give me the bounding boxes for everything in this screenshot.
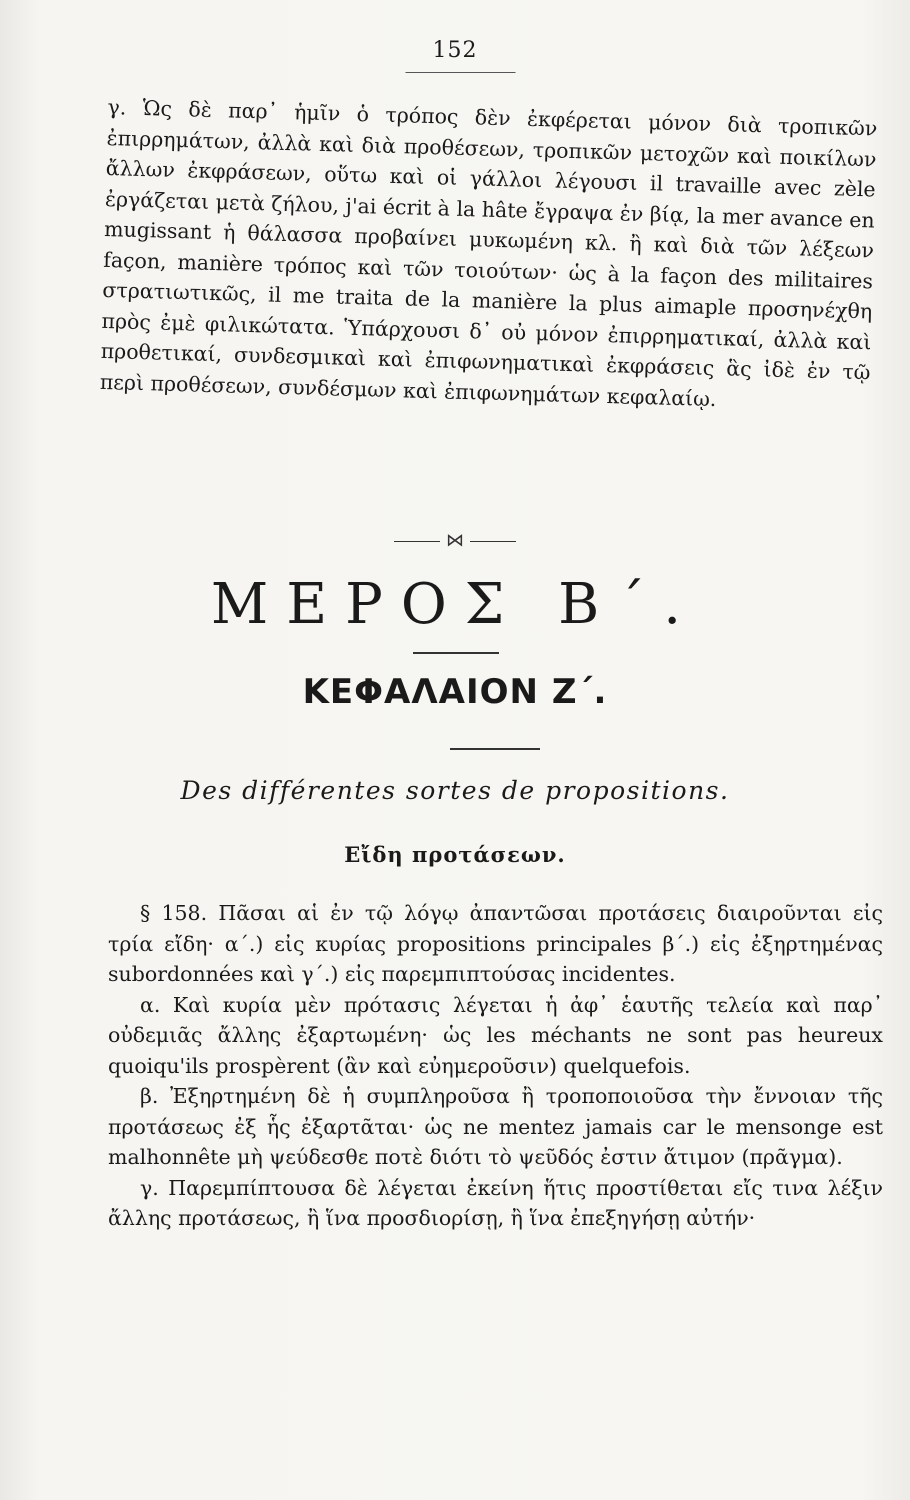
page-number-rule [406,72,516,73]
subtitle-french: Des différentes sortes de propositions. [180,776,730,805]
section-ornament [0,530,910,551]
subtitle-greek: Εἴδη προτάσεων. [344,842,566,867]
paragraph-158: § 158. Πᾶσαι αἱ ἐν τῷ λόγῳ ἀπαντῶσαι προτάσεις διαιροῦνται εἰς τρία εἴδη· α΄.) εἰς κυρίας propositions principales β΄.) εἰς ἐξηρτημένας subordonnées καὶ γ΄.) εἰς παρεμπιπτούσας incidentes. [108,901,883,986]
divider-rule-1 [413,652,499,654]
ornament-line-right [470,541,516,542]
chapter-title: ΚΕΦΑΛΑΙΟΝ Ζ΄. [302,672,608,712]
top-paragraph-block [99,92,877,418]
ornament-line-left [394,541,440,542]
divider-rule-2 [450,748,540,750]
ornament-glyph: ⋈ [446,530,464,551]
paragraph-beta: β. Ἐξηρτημένη δὲ ἡ συμπληροῦσα ἢ τροποποιοῦσα τὴν ἔννοιαν τῆς προτάσεως ἐξ ἧς ἐξαρτᾶται· ὡς ne mentez jamais car le mensonge est malhonnête μὴ ψεύδεσθε ποτὲ διότι τὸ ψεῦδός ἐστιν ἄτιμον (πρᾶγμα). [108,1084,883,1169]
part-title: ΜΕΡΟΣ Β΄. [210,572,700,637]
paragraph-alpha: α. Καὶ κυρία μὲν πρότασις λέγεται ἡ ἀφ᾽ ἑαυτῆς τελεία καὶ παρ᾽ οὐδεμιᾶς ἄλλης ἐξαρτωμένη· ὡς les méchants ne sont pas heureux quoiqu'ils prospèrent (ἂν καὶ εὐημεροῦσιν) quelquefois. [108,992,883,1078]
paragraph-gamma: γ. Παρεμπίπτουσα δὲ λέγεται ἐκείνη ἥτις προστίθεται εἴς τινα λέξιν ἄλλης προτάσεως, ἢ ἵνα προσδιορίσῃ, ἢ ἵνα ἐπεξηγήσῃ αὐτήν· [108,1175,883,1230]
body-text [108,898,883,1234]
top-paragraph: γ. Ὡς δὲ παρ᾽ ἡμῖν ὁ τρόπος δὲν ἐκφέρεται μόνον διὰ τροπικῶν ἐπιρρημάτων, ἀλλὰ καὶ διὰ προθέσεων, τροπικῶν μετοχῶν καὶ ποικίλων ἄλλων ἐκφράσεων, οὕτω καὶ οἱ γάλλοι λέγουσι il travaille avec zèle ἐργάζεται μετὰ ζήλου, j'ai écrit à la hâte ἔγραψα ἐν βίᾳ, la mer avance en mugissant ἡ θάλασσα προβαίνει μυκωμένη κλ. ἢ καὶ διὰ τῶν λέξεων façon, manière τρόπος καὶ τῶν τοιούτων· ὡς à la façon des militaires στρατιωτικῶς, il me traita de la manière la plus aimaple προσηνέχθη πρὸς ἐμὲ φιλικώτατα. Ὑπάρχουσι δ᾽ οὐ μόνον ἐπιρρηματικαί, ἀλλὰ καὶ προθετικαί, συνδεσμικαὶ καὶ ἐπιφωνηματικαὶ ἐκφράσεις ἃς ἰδὲ ἐν τῷ περὶ προθέσεων, συνδέσμων καὶ ἐπιφωνημάτων κεφαλαίῳ. [99,94,878,411]
page-number: 152 [432,38,478,63]
